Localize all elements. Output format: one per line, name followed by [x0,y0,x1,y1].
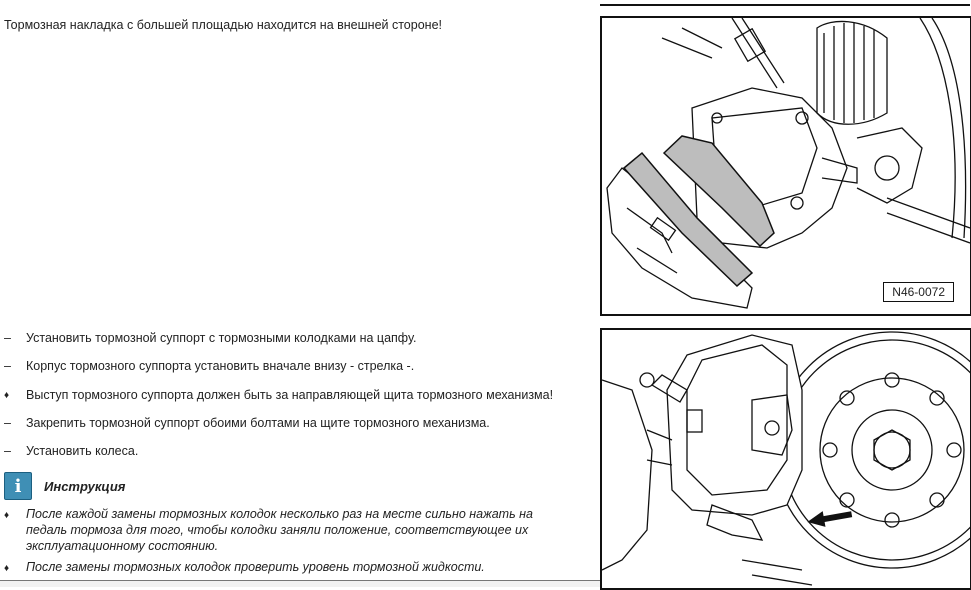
note-marker: ♦ [4,563,10,574]
figure-brake-pads [600,16,971,316]
step-text: Корпус тормозного суппорта установить вначале внизу - стрелка -. [26,359,415,373]
step-text: Выступ тормозного суппорта должен быть за направляющей щита тормозного механизма! [26,388,554,402]
top-figure-border [600,0,970,6]
figure-caliper-install [600,328,971,590]
note-title: Инструкция [44,478,126,494]
step-4 [4,416,490,430]
note-text: После каждой замены тормозных колодок несколько раз на месте сильно нажать на педаль тормоза для того, чтобы колодки заняли положение, соответствующее их эксплуатационному состоянию. [26,507,533,553]
note-header [4,472,125,500]
figure-label: N46-0072 [883,282,954,302]
step-3 [4,388,553,402]
step-1 [4,331,416,345]
step-5 [4,444,138,458]
step-marker: – [4,331,11,345]
info-icon: i [4,472,32,500]
note-marker: ♦ [4,510,10,521]
caliper-install-illustration [602,330,970,588]
brake-pads-illustration [602,18,970,314]
note-item-1 [4,506,584,554]
step-marker: – [4,416,11,430]
step-marker: – [4,359,11,373]
step-marker: – [4,444,11,458]
step-text: Установить колеса. [26,444,139,458]
note-item-2 [4,559,584,577]
step-text: Закрепить тормозной суппорт обоими болтами на щите тормозного механизма. [26,416,490,430]
note-text: После замены тормозных колодок проверить уровень тормозной жидкости. [26,560,485,574]
step-2 [4,359,414,373]
step-text: Установить тормозной суппорт с тормозными колодками на цапфу. [26,331,417,345]
intro-text: Тормозная накладка с большей площадью находится на внешней стороне! [4,18,442,32]
step-marker: ♦ [4,390,10,401]
